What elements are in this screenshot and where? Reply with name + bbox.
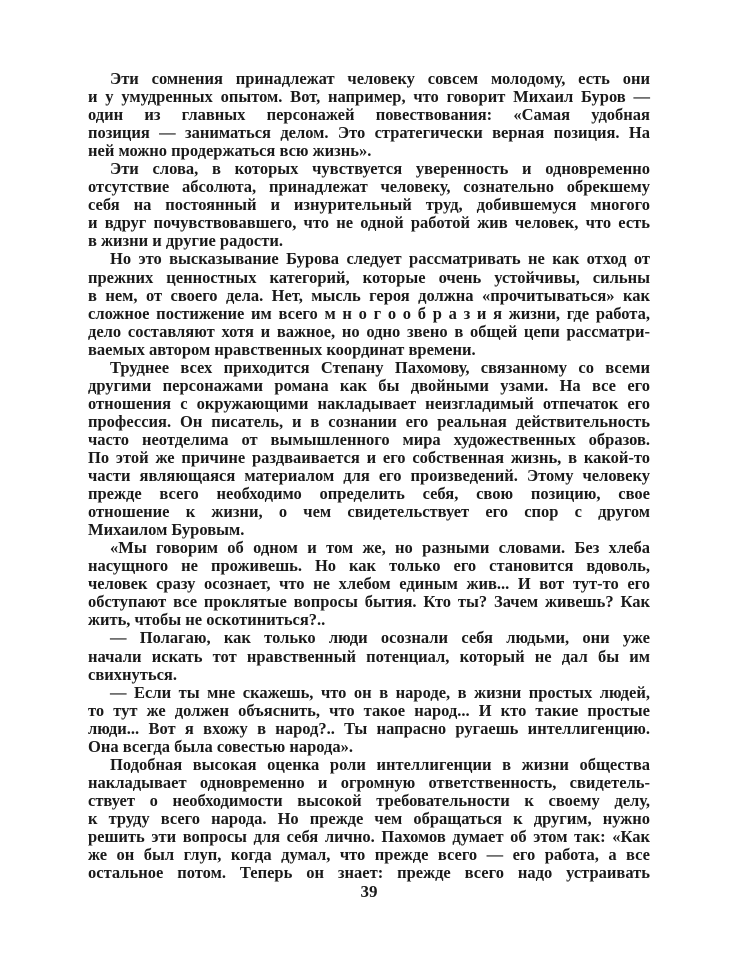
text-line: же он был глуп, когда думал, что прежде всего — его работа, а все (88, 845, 650, 865)
paragraph (88, 250, 650, 358)
text-line: часто неотделима от вымышленного мира художественных образов. (88, 429, 650, 449)
text-line: насущного не проживешь. Но как только его становится вдоволь, (88, 556, 650, 576)
text-line: По этой же причине раздваивается и его собственная жизнь, в какой-то (88, 447, 650, 467)
text-line: люди... Вот я вхожу в народ?.. Ты напрасно ругаешь интеллигенцию. (88, 718, 650, 738)
text-line: обступают все проклятые вопросы бытия. Кто ты? Зачем живешь? Как (88, 592, 650, 612)
text-line: части являющаяся материалом для его произведений. Этому человеку (88, 466, 650, 486)
text-line: прежних ценностных категорий, которые очень устойчивы, сильны (88, 267, 650, 287)
text-line: в жизни и другие радости. (88, 231, 283, 251)
text-line: жить, чтобы не оскотиниться?.. (88, 610, 326, 630)
text-line: — Если ты мне скажешь, что он в народе, в жизни простых людей, (110, 682, 650, 702)
text-line: и вдруг почувствовавшего, что не одной работой жив человек, что есть (88, 213, 650, 233)
text-line: в нем, от своего дела. Нет, мысль героя должна «прочитываться» как (88, 285, 650, 305)
text-line: ваемых автором нравственных координат времени. (88, 339, 476, 359)
text-line: отношения с окружающими накладывает неизгладимый отпечаток его (88, 393, 650, 413)
text-line: позиция — заниматься делом. Это стратегически верная позиция. На (88, 123, 650, 143)
text-line: свихнуться. (88, 664, 177, 684)
text-line: «Мы говорим об одном и том же, но разными словами. Без хлеба (110, 538, 650, 558)
paragraph (88, 160, 650, 250)
text-line: другими персонажами романа как бы двойными узами. На все его (88, 375, 650, 395)
text-line: Эти слова, в которых чувствуется уверенность и одновременно (110, 159, 650, 179)
page-number: 39 (360, 882, 378, 901)
page-body (88, 70, 650, 882)
paragraph (88, 359, 650, 539)
paragraph (88, 70, 650, 160)
text-line: Подобная высокая оценка роли интеллигенции в жизни общества (110, 754, 650, 774)
text-line: человек сразу осознает, что не хлебом единым жив... И вот тут-то его (88, 574, 650, 594)
text-line: начали искать тот нравственный потенциал, который не дал бы им (88, 646, 650, 666)
text-line: дело составляют хотя и важное, но одно звено в общей цепи рассматри- (88, 321, 650, 341)
text-line: Но это высказывание Бурова следует рассматривать не как отход от (110, 249, 650, 269)
text-line: Михаилом Буровым. (88, 520, 245, 540)
text-line: остальное потом. Теперь он знает: прежде всего надо устраивать (88, 863, 650, 883)
paragraph (88, 629, 650, 683)
text-line: Эти сомнения принадлежат человеку совсем молодому, есть они (110, 69, 650, 88)
text-line: сложное постижение им всего м н о г о о б р а з и я жизни, где работа, (88, 303, 650, 323)
text-line: один из главных персонажей повествования: «Самая удобная (88, 105, 650, 125)
text-line: прежде всего необходимо определить себя, свою позицию, свое (88, 484, 650, 504)
text-line: к труду всего народа. Но прежде чем обращаться к другим, нужно (88, 808, 650, 828)
text-line: накладывает одновременно и огромную ответственность, свидетель- (88, 772, 650, 792)
text-line: ствует о необходимости высокой требовательности к своему делу, (88, 790, 650, 810)
text-line: и у умудренных опытом. Вот, например, что говорит Михаил Буров — (88, 87, 650, 107)
text-line: — Полагаю, как только люди осознали себя людьми, они уже (110, 628, 650, 648)
text-line: Она всегда была совестью народа». (88, 736, 353, 756)
text-line: отношение к жизни, о чем свидетельствует его спор с другом (88, 502, 650, 522)
paragraph (88, 539, 650, 629)
text-line: Труднее всех приходится Степану Пахомову, связанному со всеми (110, 357, 650, 377)
text-line: то тут же должен объяснить, что такое народ... И кто такие простые (88, 700, 650, 720)
text-line: себя на постоянный и изнурительный труд, добившемуся многого (88, 195, 650, 215)
text-line: ней можно продержаться всю жизнь». (88, 141, 372, 161)
text-line: решить эти вопросы для себя лично. Пахомов думает об этом так: «Как (88, 826, 650, 846)
paragraph (88, 756, 650, 882)
text-line: профессия. Он писатель, и в сознании его реальная действительность (88, 411, 650, 431)
text-line: отсутствие абсолюта, принадлежат человеку, сознательно обрекшему (88, 177, 650, 197)
paragraph (88, 684, 650, 756)
